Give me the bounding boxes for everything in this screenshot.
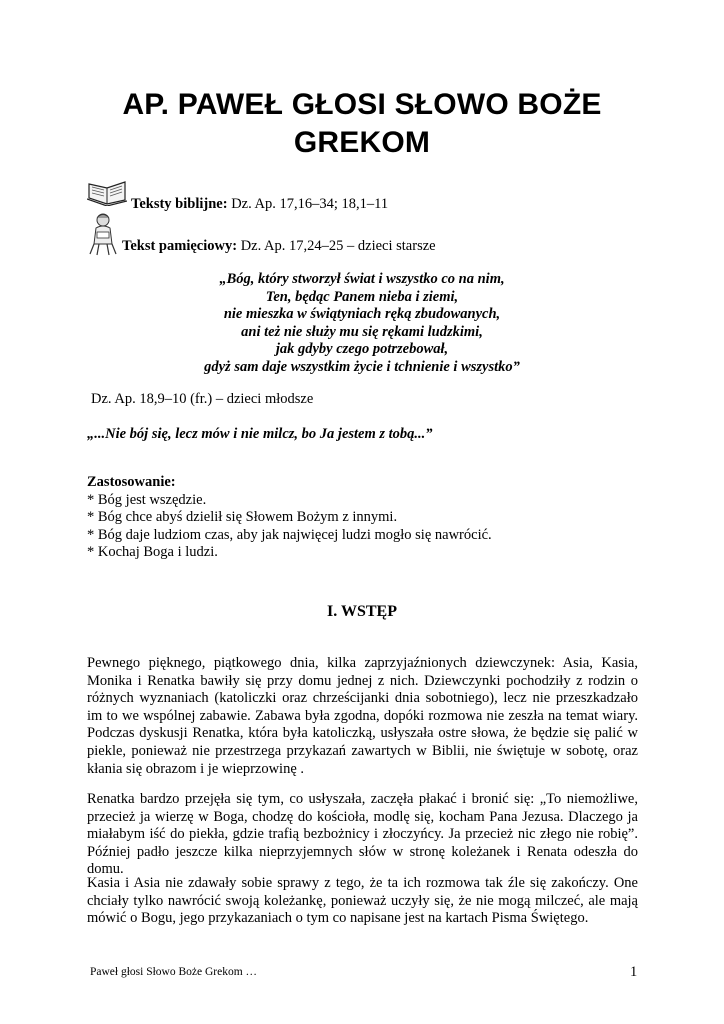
section-heading: I. WSTĘP: [327, 603, 397, 620]
verse-line: ani też nie służy mu się rękami ludzkimi,: [241, 323, 483, 340]
biblical-texts-value: Dz. Ap. 17,16–34; 18,1–11: [227, 196, 389, 212]
title-line-1: AP. PAWEŁ GŁOSI SŁOWO BOŻE: [122, 88, 602, 121]
page-title: [0, 86, 724, 162]
verse-line: nie mieszka w świątyniach ręką zbudowanych,: [223, 306, 501, 323]
biblical-texts: [131, 196, 388, 213]
verse-line: gdyż sam daje wszystkim życie i tchnienie i wszystko”: [204, 358, 520, 375]
paragraph-2: Renatka bardzo przejęła się tym, co usłyszała, zaczęła płakać i bronić się: „To niemożliwe, przecież ja wierzę w Boga, chodzę do kościoła, modlę się, kocham Pana Jezusa. Dlaczego ja miałabym iść do piekła, gdzie trafią bezbożnicy i złoczyńcy. Ja przecież nic złego nie robię”. Później padło jeszcze kilka nieprzyjemnych słów w stronę koleżanek i Renata odeszła do domu.: [87, 791, 638, 878]
page-number: 1: [630, 964, 638, 980]
list-item: * Kochaj Boga i ludzi.: [87, 544, 218, 561]
memory-verse: [0, 271, 724, 377]
memory-text-label: Tekst pamięciowy:: [122, 238, 238, 254]
list-item: * Bóg daje ludziom czas, aby jak najwięcej ludzi mogło się nawrócić.: [87, 526, 492, 543]
biblical-texts-label: Teksty biblijne:: [131, 196, 228, 212]
list-item: * Bóg chce abyś dzielił się Słowem Bożym z innymi.: [87, 509, 398, 526]
younger-ref: Dz. Ap. 18,9–10 (fr.) – dzieci młodsze: [91, 391, 314, 407]
application-heading: Zastosowanie:: [87, 474, 176, 490]
memory-text: [122, 238, 436, 255]
paragraph-3: Kasia i Asia nie zdawały sobie sprawy z tego, że ta ich rozmowa tak źle się zakończy. One chciały tylko nawrócić swoją koleżankę, ponieważ uczyły się, że nie mogą milczeć, ale mają mówić o Bogu, jego przykazaniach o tym co napisane jest na kartach Pisma Świętego.: [87, 875, 638, 927]
reading-girl-icon: [87, 212, 119, 256]
verse-line: Ten, będąc Panem nieba i ziemi,: [265, 288, 459, 305]
list-item: * Bóg jest wszędzie.: [87, 491, 207, 508]
title-line-2: GREKOM: [293, 126, 431, 159]
footer-text: Paweł głosi Słowo Boże Grekom …: [90, 966, 258, 978]
application-list: [87, 474, 492, 562]
memory-text-value: Dz. Ap. 17,24–25 – dzieci starsze: [237, 238, 436, 254]
verse-line: jak gdyby czego potrzebował,: [275, 341, 449, 358]
paragraph-1: Pewnego pięknego, piątkowego dnia, kilka zaprzyjaźnionych dziewczynek: Asia, Kasia, Monika i Renatka bawiły się przy domu jednej z nich. Dziewczynki pochodziły z rodzin o różnych wyznaniach (katoliczki oraz chrześcijanki dnia sobotniego), lecz nie przeszkadzało im to we wspólnej zabawie. Zabawa była zgodna, dopóki rozmowa nie zeszła na temat wiary. Podczas dyskusji Renatka, która była katoliczką, usłyszała ostre słowa, że będzie się palić w piekle, ponieważ nie przestrzega przykazań zawartych w Biblii, nie świętuje w sobotę, oraz kłania się obrazom i je wieprzowinę .: [87, 655, 638, 777]
verse-line: „Bóg, który stworzył świat i wszystko co na nim,: [219, 271, 505, 287]
open-book-icon: [87, 176, 127, 206]
younger-verse: „...Nie bój się, lecz mów i nie milcz, bo Ja jestem z tobą...”: [87, 426, 433, 442]
